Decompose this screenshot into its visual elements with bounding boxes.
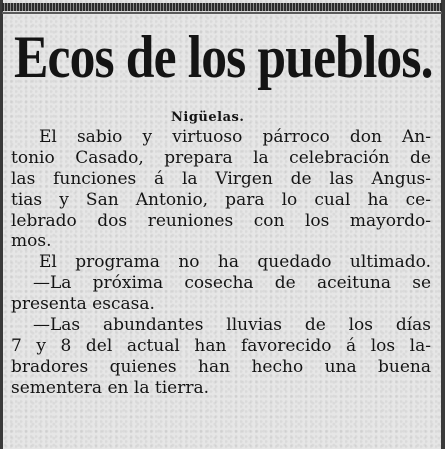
top-rule-underline — [2, 12, 442, 14]
article-line: —La próxima cosecha de aceituna se — [33, 273, 431, 294]
article-line: lebrado dos reuniones con los mayordo- — [11, 210, 431, 231]
article-line: tias y San Antonio, para lo cual ha ce- — [11, 189, 431, 210]
right-border — [441, 0, 445, 449]
article-line: El programa no ha quedado ultimado. — [39, 252, 431, 273]
article-line: sementera en la tierra. — [11, 377, 209, 398]
top-decorative-rule — [2, 3, 442, 11]
article-body — [11, 127, 431, 399]
article-line: tonio Casado, prepara la celebración de — [11, 147, 431, 168]
article-line: El sabio y virtuoso párroco don An- — [39, 127, 431, 147]
article-line: mos. — [11, 231, 52, 252]
article-headline: Ecos de los pueblos. — [14, 24, 433, 90]
article-line: las funciones á la Virgen de las Angus- — [11, 168, 431, 189]
article-subhead: Nigüelas. — [171, 110, 245, 125]
left-border — [0, 0, 3, 449]
article-line: bradores quienes han hecho una buena — [11, 356, 431, 377]
article-line: 7 y 8 del actual han favorecido á los la- — [11, 335, 431, 356]
article-line: presenta escasa. — [11, 294, 155, 315]
article-line: —Las abundantes lluvias de los días — [33, 315, 431, 336]
